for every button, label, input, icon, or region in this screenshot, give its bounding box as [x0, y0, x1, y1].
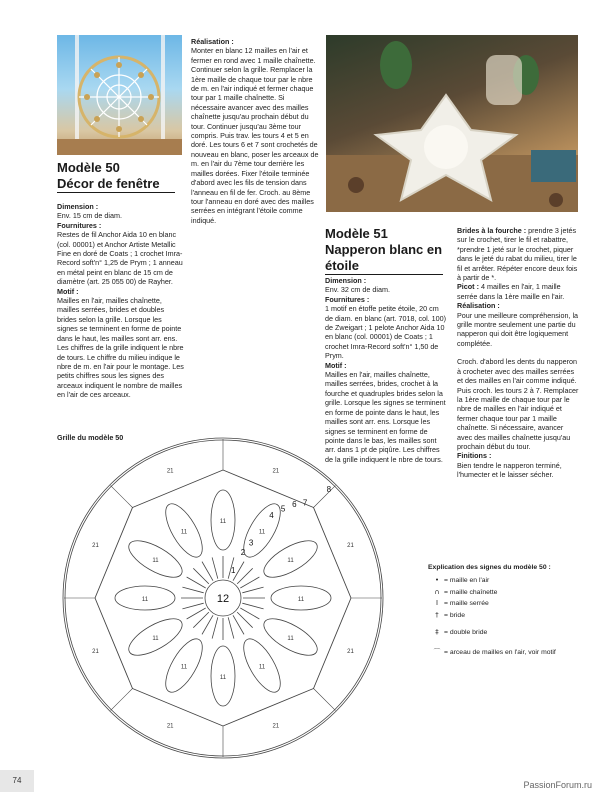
outer-arc — [132, 470, 223, 507]
model50-realisation-heading: Réalisation : — [191, 37, 234, 46]
tension-thread — [111, 689, 133, 711]
model50-motif-heading: Motif : — [57, 286, 79, 296]
legend-label: = double bride — [444, 629, 488, 636]
petal-count: 11 — [287, 558, 294, 564]
model50-realisation: Monter en blanc 12 mailles en l'air et fermer en rond avec 1 maille chaînette. Continuer selon la grille. Remplacer la 1ère maille de chaque tour par le nbre de m. en l'air indiqué et fermer chaque tour par 1 maille chaînette. Si nécessaire avancer avec des mailles chaînette jusqu'au prochain début du tour. Continuer jusqu'au 3ème tour compris. Puis trav. les tours 4 et 5 en doré. Les tours 6 et 7 sont crochetés de nouveau en blanc, poser les arceaux de m. en l'air du 7ème tour derrière les mailles dorées. Fixer l'étoile terminée d'abord avec les fils de tension dans l'anneau en fil de fer. Croch. au 8ème tour l'anneau en doré avec des mailles serrées en intégrant l'étoile comme indiqué. — [191, 46, 319, 225]
outer-arc — [95, 598, 132, 689]
model51-realisation1: Pour une meilleure compréhension, la grille montre seulement une partie du napperon qui doit être logiquement complétée. — [457, 310, 579, 348]
model51-motif-heading: Motif : — [325, 360, 347, 370]
model50-realisation-block — [191, 37, 319, 225]
arc-count: 21 — [92, 648, 99, 655]
model51-fourche-heading: Brides à la fourche : — [457, 226, 527, 235]
model51-fournitures: 1 motif en étoffe petite étoile, 20 cm de diam. en blanc (art. 7018, col. 100) de Zweigart ; 1 pelote Anchor Aida 10 en blanc (col. 00001) de Coats ; 1 crochet Imra-Record soft'n° 1,50 de Prym. — [325, 304, 447, 361]
stitch-ray — [240, 608, 259, 619]
stitch-ray — [202, 615, 213, 634]
outer-arc — [314, 507, 351, 598]
model50-fournitures-heading: Fournitures : — [57, 220, 102, 230]
stitch-ray — [182, 603, 203, 609]
model51-title-line1: Modèle 51 — [325, 226, 388, 241]
stitch-ray — [187, 608, 206, 619]
legend-symbol: ⌒ — [433, 648, 441, 656]
arc-count: 21 — [272, 468, 280, 475]
model51-title — [325, 226, 443, 275]
model51-finitions-heading: Finitions : — [457, 451, 492, 461]
page-number: 74 — [0, 770, 34, 792]
petal-count: 11 — [141, 597, 149, 603]
round-number: 3 — [248, 538, 254, 548]
model51-realisation2: Croch. d'abord les dents du napperon à crocheter avec des mailles serrées et des mailles en l'air comme indiqué. Puis croch. les tours 2 à 7. Remplacer la 1ère maille de chaque tour par le nbre de mailles en l'air indiqué et fermer chaque tour par 1 maille chaînette. Si nécessaire, avancer avec des mailles chaînette jusqu'au prochain début du tour. — [457, 357, 579, 451]
petal-count: 11 — [297, 597, 305, 603]
tension-thread — [314, 486, 336, 508]
petal-count: 11 — [180, 529, 188, 536]
model50-title — [57, 160, 175, 193]
model50-info — [57, 202, 184, 400]
outer-arc — [223, 470, 314, 510]
legend-item — [430, 588, 497, 597]
model50-dimension-heading: Dimension : — [57, 202, 99, 211]
round-number: 7 — [302, 498, 308, 508]
round-number: 6 — [292, 500, 297, 510]
petal-count: 11 — [219, 675, 227, 681]
round-number: 1 — [231, 565, 236, 575]
stitch-ray — [233, 615, 244, 634]
stitch-ray — [193, 612, 209, 628]
tension-thread — [314, 689, 336, 711]
arc-count: 21 — [92, 543, 99, 550]
stitch-ray — [212, 617, 218, 638]
model51-finitions: Bien tendre le napperon terminé, l'humecter et le laisser sécher. — [457, 460, 562, 480]
tension-thread — [111, 486, 133, 508]
legend-label: = maille en l'air — [444, 577, 490, 584]
model50-dimension: Env. 15 cm de diam. — [57, 211, 122, 221]
arc-count: 21 — [347, 543, 354, 550]
model51-right-column — [457, 226, 579, 480]
model51-title-line2: Napperon blanc en — [325, 242, 443, 257]
stitch-ray — [212, 557, 218, 578]
round-number: 4 — [269, 511, 274, 521]
arc-count: 21 — [347, 648, 354, 655]
outer-arc — [223, 689, 314, 726]
outer-arc — [95, 507, 132, 598]
stitch-ray — [187, 577, 206, 588]
watermark: PassionForum.ru — [523, 780, 592, 790]
round-number: 5 — [280, 504, 286, 514]
stitch-ray — [228, 617, 234, 638]
model51-dimension: Env. 32 cm de diam. — [325, 285, 390, 295]
legend-item — [430, 599, 489, 608]
legend-label: = maille chaînette — [444, 589, 498, 596]
center-count: 12 — [216, 593, 230, 605]
model50-fournitures: Restes de fil Anchor Aida 10 en blanc (col. 00001) et Anchor Artiste Metallic Fine en doré de Coats ; 1 crochet Imra-Record soft'n° 1,25 de Prym ; 1 anneau en métal peint en blanc de 15 cm de diamètre (art. 25 055 00) de Rayher. — [57, 230, 183, 287]
window-decor-photo — [57, 35, 182, 155]
model50-title-line2: Décor de fenêtre — [57, 176, 160, 191]
legend-item — [430, 611, 465, 620]
stitch-ray — [242, 603, 263, 609]
model51-fourche: prendre 3 jetés sur le crochet, tirer le fil et rabattre, *prendre 1 jeté sur le crochet, piquer dans le jeté du rabat du milieu, tirer le fil et arrêter. Répéter encore deux fois à partir de *. — [457, 226, 578, 283]
star-doily-photo — [326, 35, 578, 212]
model51-realisation-heading: Réalisation : — [457, 301, 500, 311]
stitch-ray — [237, 568, 253, 584]
stitch-ray — [193, 568, 209, 584]
arc-count: 21 — [166, 723, 174, 730]
legend-item — [430, 628, 487, 637]
model51-picot: 4 mailles en l'air, 1 maille serrée dans la 1ère maille en l'air. — [457, 282, 565, 301]
petal-count: 11 — [152, 636, 159, 642]
model51-fournitures-heading: Fournitures : — [325, 294, 370, 304]
legend-item — [430, 648, 556, 657]
legend-title: Explication des signes du modèle 50 : — [428, 564, 551, 571]
grille-label: Grille du modèle 50 — [57, 433, 124, 442]
legend-label: = maille serrée — [444, 600, 489, 607]
legend-symbol: I — [435, 599, 438, 607]
legend-item — [430, 576, 489, 585]
legend-label: = arceau de mailles en l'air, voir motif — [444, 649, 556, 656]
legend-symbol: † — [435, 611, 439, 619]
legend-label: = bride — [444, 612, 465, 619]
model51-motif: Mailles en l'air, mailles chaînette, mailles serrées, brides, crochet à la fourche et quadruples brides selon la grille. Lorsque les signes se terminent en forme de pointe dans le haut, les mailles sont arr. ens. Lorsque les signes se terminent en forme de pointe dans le bas, les mailles sont arr. dans 1 pt de piqûre. Les chiffres de la grille indiquent le nbre de tours. — [325, 370, 446, 464]
round-number: 8 — [326, 484, 332, 494]
legend-symbol: ∩ — [434, 588, 440, 596]
stitch-ray — [242, 587, 263, 593]
arc-count: 21 — [272, 723, 280, 730]
model51-dimension-heading: Dimension : — [325, 276, 367, 285]
petal-count: 11 — [258, 529, 266, 536]
round-number: 2 — [240, 548, 246, 558]
legend-symbol: • — [434, 576, 439, 584]
legend-symbol: ‡ — [435, 628, 439, 636]
stitch-ray — [202, 562, 213, 581]
outer-arc — [132, 689, 223, 726]
model51-picot-heading: Picot : — [457, 282, 479, 292]
stitch-ray — [182, 587, 203, 593]
stitch-ray — [237, 612, 253, 628]
outer-arc — [314, 598, 351, 689]
petal-count: 11 — [287, 636, 294, 642]
petal-count: 11 — [258, 664, 266, 671]
petal-count: 11 — [152, 558, 159, 564]
model51-title-line3: étoile — [325, 258, 359, 273]
arc-count: 21 — [166, 468, 174, 475]
crochet-diagram — [40, 420, 420, 760]
model50-motif: Mailles en l'air, mailles chaînette, mailles serrées, brides et doubles brides selon la grille. Lorsque les signes se terminent en forme de pointe dans le haut, les mailles sont arr. ens. Les chiffres de la grille indiquent le nbre de tours. Le chiffre du milieu indique le nbre de m. en l'air pour le montage. Les petits chiffres sous les signes des arceaux indiquent le nombre de mailles en l'air de ces arceaux. — [57, 296, 184, 400]
stitch-ray — [240, 577, 259, 588]
model50-title-line1: Modèle 50 — [57, 160, 120, 175]
petal-count: 11 — [219, 519, 227, 525]
petal-count: 11 — [180, 664, 188, 671]
